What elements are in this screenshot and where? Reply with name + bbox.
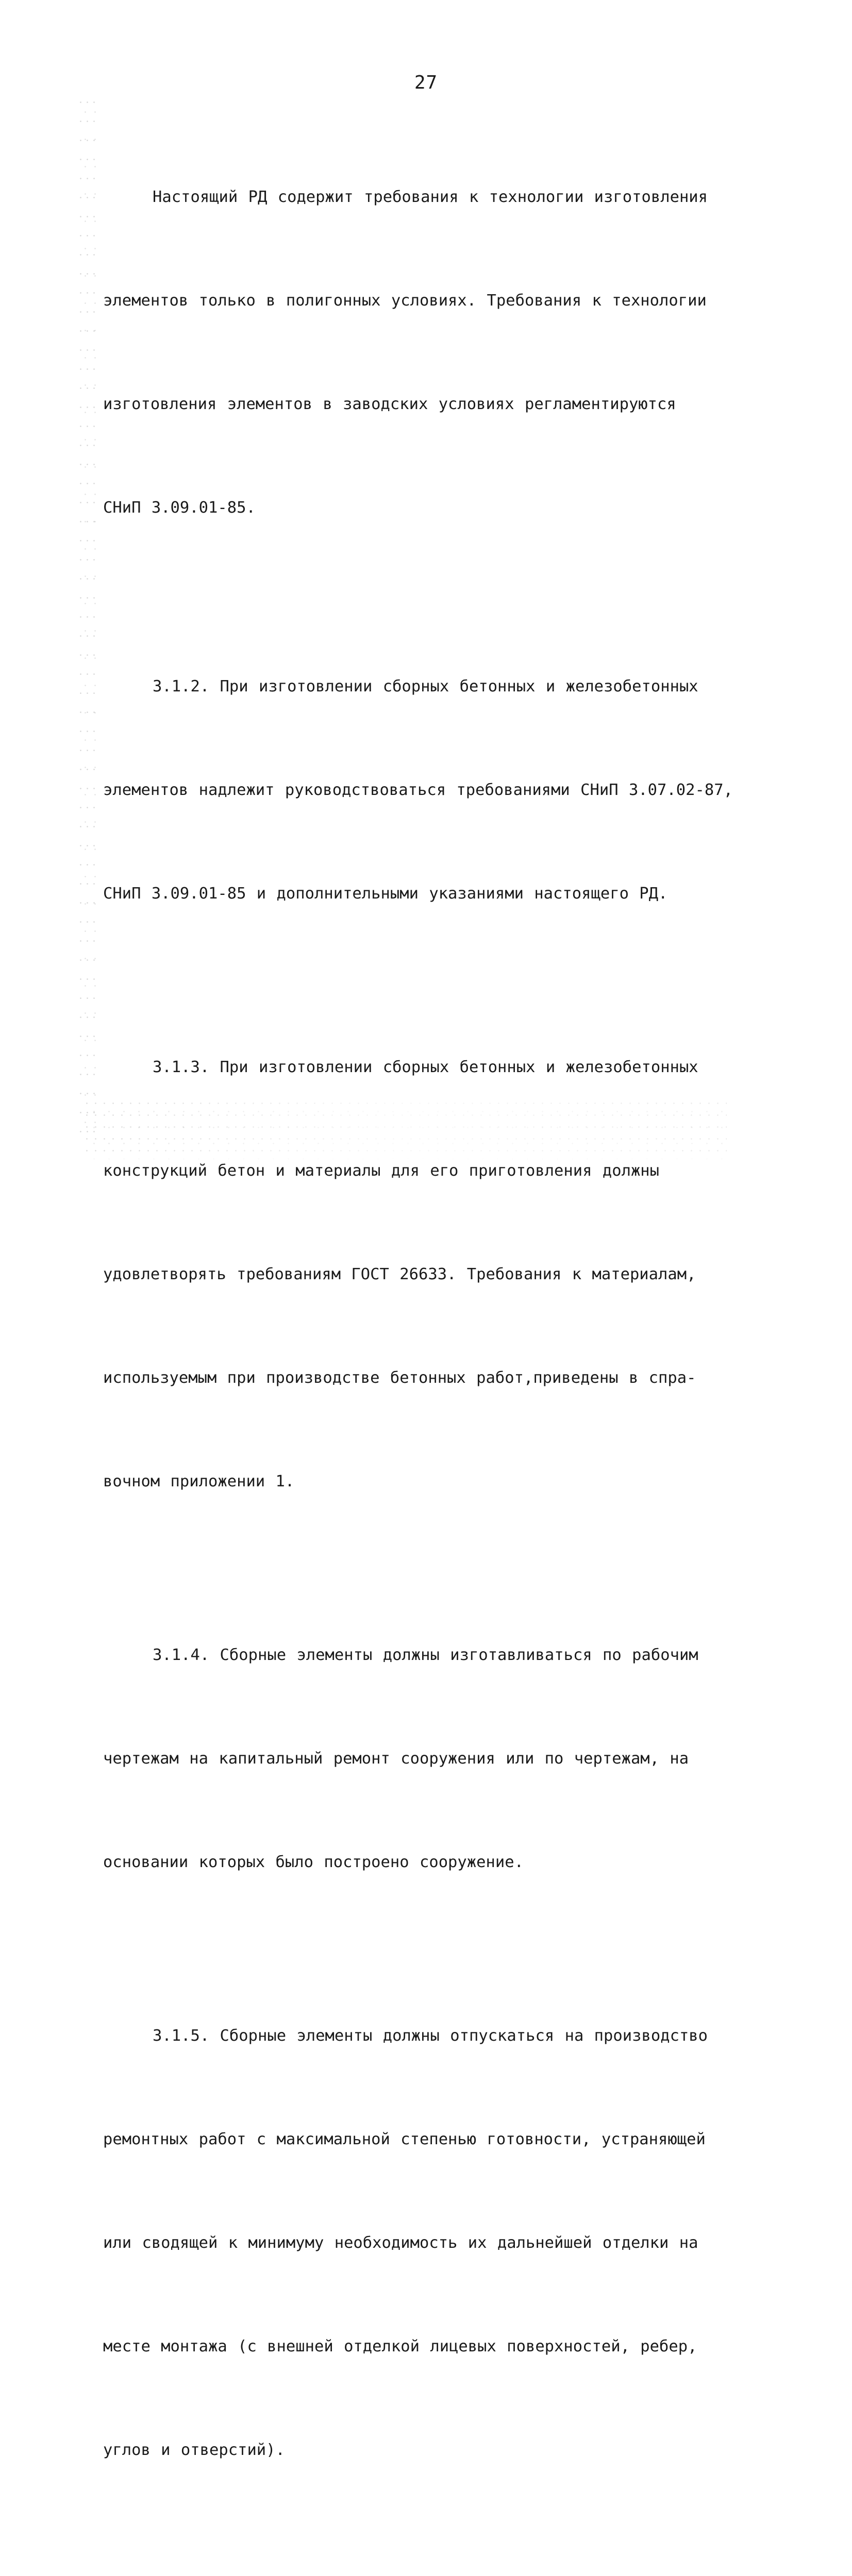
page-number: 27 (414, 72, 438, 93)
paragraph-3-1-2 (103, 600, 758, 980)
text-line: 3.1.4. Сборные элементы должны изготавливаться по рабочим (153, 1646, 698, 1664)
text-line: 3.1.5. Сборные элементы должны отпускаться на производство (153, 2027, 708, 2045)
text-line: чертежам на капитальный ремонт сооружения или по чертежам, на (103, 1750, 689, 1768)
text-line: элементов надлежит руководствоваться требованиями СНиП 3.07.02-87, (103, 781, 733, 799)
paragraph-3-1-4 (103, 1569, 758, 1948)
paragraph-intro (103, 111, 758, 594)
text-line: 3.1.3. При изготовлении сборных бетонных и железобетонных (153, 1058, 698, 1076)
text-line: основании которых было построено сооружение. (103, 1853, 524, 1871)
text-line: изготовления элементов в заводских условиях регламентируются (103, 395, 676, 413)
paragraph-3-1-5 (103, 1950, 758, 2536)
text-line: СНиП 3.09.01-85. (103, 499, 256, 517)
text-line: вочном приложении 1. (103, 1472, 295, 1490)
text-line: Настоящий РД содержит требования к технологии изготовления (153, 188, 708, 206)
scan-noise-left (77, 93, 98, 1149)
text-line: удовлетворять требованиям ГОСТ 26633. Требования к материалам, (103, 1265, 696, 1283)
text-line: или сводящей к минимуму необходимость их дальнейшей отделки на (103, 2234, 698, 2252)
text-line: ремонтных работ с максимальной степенью готовности, устраняющей (103, 2130, 706, 2148)
body-text (103, 111, 758, 2576)
text-line: конструкций бетон и материалы для его приготовления должны (103, 1162, 660, 1180)
text-line: СНиП 3.09.01-85 и дополнительными указаниями настоящего РД. (103, 885, 668, 903)
text-line: используемым при производстве бетонных работ,приведены в спра- (103, 1369, 696, 1387)
text-line: месте монтажа (с внешней отделкой лицевых поверхностей, ребер, (103, 2337, 697, 2355)
paragraph-3-1-6 (103, 2537, 758, 2576)
paragraph-3-1-3 (103, 981, 758, 1568)
text-line: 3.1.2. При изготовлении сборных бетонных и железобетонных (153, 677, 698, 696)
text-line: элементов только в полигонных условиях. Требования к технологии (103, 292, 707, 310)
text-line: углов и отверстий). (103, 2441, 285, 2459)
